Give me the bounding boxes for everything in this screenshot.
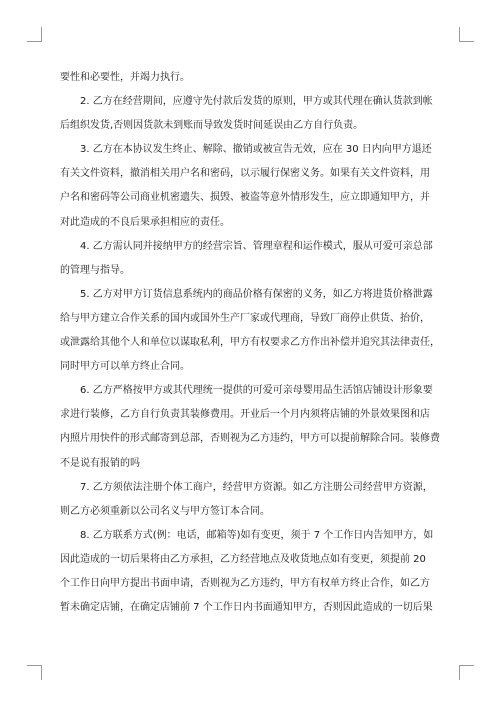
text-line: 不是说有报销的吗 (60, 457, 140, 469)
text-line: 2. 乙方在经营期间，应遵守先付款后发货的原则，甲方或其代理在确认货款到帐 (60, 96, 433, 108)
document-body (60, 66, 445, 620)
text-line: 3. 乙方在本协议发生终止、解除、撤销或被宣告无效，应在 30 日内向甲方退还 (60, 144, 432, 156)
crop-mark-bottom-left (27, 665, 42, 680)
text-line: 后组织发货,否则因货款未到账而导致发货时间延误由乙方自行负责。 (60, 120, 364, 132)
crop-mark-top-left (27, 27, 42, 42)
text-line: 7. 乙方须依法注册个体工商户，经营甲方资源。如乙方注册公司经营甲方资源， (60, 481, 433, 493)
text-line: 求进行装修，乙方自行负责其装修费用。开业后一个月内须将店铺的外景效果图和店 (60, 409, 430, 421)
text-line: 有关文件资料，撤消相关用户名和密码，以示履行保密义务。如果有关文件资料，用 (60, 168, 430, 180)
text-line: 则乙方必须重新以公司名义与甲方签订本合同。 (60, 505, 270, 517)
text-line: 5. 乙方对甲方订货信息系统内的商品价格有保密的义务，如乙方将进货价格泄露 (60, 288, 433, 300)
text-line: 暂未确定店铺，在确定店铺前 7 个工作日内书面通知甲方，否则因此造成的一切后果 (60, 602, 433, 614)
text-line: 对此造成的不良后果承担相应的责任。 (60, 216, 230, 228)
text-line: 4. 乙方需认同并接纳甲方的经营宗旨、管理章程和运作模式，服从可爱可亲总部 (60, 240, 433, 252)
text-line: 要性和必要性，并竭力执行。 (60, 72, 190, 83)
text-line: 给与甲方建立合作关系的国内或国外生产厂家或代理商，导致厂商停止供货、抬价， (60, 312, 430, 324)
text-line: 6. 乙方严格按甲方或其代理统一提供的可爱可亲母婴用品生活馆店铺设计形象要 (60, 385, 433, 397)
text-line: 户名和密码等公司商业机密遗失、损毁、被盗等意外情形发生，应立即通知甲方，并 (60, 192, 430, 204)
text-line: 同时甲方可以单方终止合同。 (60, 361, 190, 373)
text-line: 8. 乙方联系方式(例：电话，邮箱等)如有变更，须于 7 个工作日内告知甲方，如 (60, 529, 434, 541)
text-line: 或泄露给其他个人和单位以谋取私利，甲方有权要求乙方作出补偿并追究其法律责任， (60, 337, 440, 349)
text-line: 因此造成的一切后果将由乙方承担，乙方经营地点及收货地点如有变更，须提前 20 (60, 553, 426, 565)
text-line: 内照片用快件的形式邮寄到总部，否则视为乙方违约，甲方可以提前解除合同。装修费 (60, 433, 440, 445)
text-line: 的管理与指导。 (60, 264, 130, 276)
crop-mark-bottom-right (459, 665, 474, 680)
crop-mark-top-right (459, 27, 474, 42)
text-line: 个工作日向甲方提出书面申请，否则视为乙方违约，甲方有权单方终止合作，如乙方 (60, 577, 430, 589)
